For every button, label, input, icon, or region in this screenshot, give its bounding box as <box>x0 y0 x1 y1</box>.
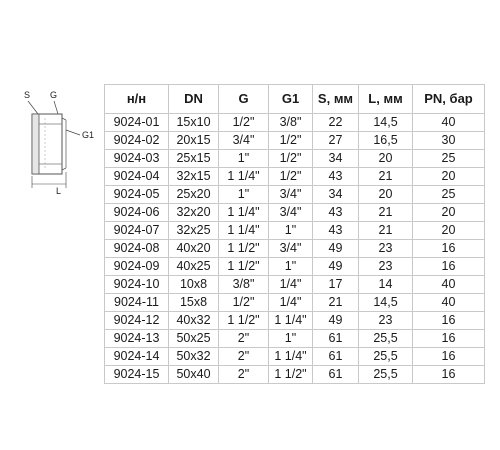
table-cell: 3/4" <box>219 132 269 150</box>
table-row <box>105 330 485 348</box>
table-cell: 16 <box>413 348 485 366</box>
table-cell: 1" <box>219 186 269 204</box>
table-cell: 1" <box>269 330 313 348</box>
table-cell: 9024-13 <box>105 330 169 348</box>
table-row <box>105 240 485 258</box>
table-cell: 25 <box>413 150 485 168</box>
table-cell: 25x15 <box>169 150 219 168</box>
table-cell: 1" <box>269 222 313 240</box>
leader-g1 <box>66 130 80 135</box>
table-cell: 14,5 <box>359 114 413 132</box>
table-cell: 16 <box>413 258 485 276</box>
table-cell: 61 <box>313 330 359 348</box>
table-cell: 40 <box>413 294 485 312</box>
table-cell: 1 1/4" <box>219 222 269 240</box>
table-cell: 16 <box>413 366 485 384</box>
table-cell: 1 1/4" <box>219 168 269 186</box>
table-cell: 40 <box>413 114 485 132</box>
table-cell: 21 <box>359 222 413 240</box>
table-cell: 1/2" <box>269 150 313 168</box>
table-cell: 40 <box>413 276 485 294</box>
table-cell: 9024-04 <box>105 168 169 186</box>
table-cell: 1/4" <box>269 294 313 312</box>
table-cell: 23 <box>359 258 413 276</box>
thread-chamfer-top <box>62 118 66 120</box>
table-cell: 1 1/2" <box>219 240 269 258</box>
table-cell: 30 <box>413 132 485 150</box>
table-cell: 20 <box>413 222 485 240</box>
spec-table <box>104 84 485 384</box>
hex-collar <box>32 114 39 174</box>
table-row <box>105 258 485 276</box>
table-row <box>105 150 485 168</box>
table-cell: 2" <box>219 366 269 384</box>
table-cell: 25,5 <box>359 366 413 384</box>
table-cell: 9024-06 <box>105 204 169 222</box>
table-cell: 50x25 <box>169 330 219 348</box>
table-cell: 1" <box>219 150 269 168</box>
table-cell: 15x8 <box>169 294 219 312</box>
table-cell: 1/2" <box>219 114 269 132</box>
header-row <box>105 85 485 114</box>
table-cell: 23 <box>359 312 413 330</box>
table-row <box>105 366 485 384</box>
table-cell: 1 1/2" <box>269 366 313 384</box>
spec-table-head <box>105 85 485 114</box>
label-s: S <box>24 90 31 100</box>
spec-table-body <box>105 114 485 384</box>
table-cell: 61 <box>313 348 359 366</box>
table-cell: 1 1/2" <box>219 258 269 276</box>
table-cell: 2" <box>219 348 269 366</box>
table-cell: 61 <box>313 366 359 384</box>
table-cell: 14,5 <box>359 294 413 312</box>
table-cell: 10x8 <box>169 276 219 294</box>
header-cell: L, мм <box>359 85 413 114</box>
table-cell: 1/2" <box>219 294 269 312</box>
table-cell: 9024-01 <box>105 114 169 132</box>
table-cell: 9024-02 <box>105 132 169 150</box>
table-cell: 43 <box>313 168 359 186</box>
table-cell: 9024-10 <box>105 276 169 294</box>
table-cell: 34 <box>313 186 359 204</box>
table-cell: 16 <box>413 312 485 330</box>
table-cell: 1 1/4" <box>269 312 313 330</box>
table-cell: 17 <box>313 276 359 294</box>
table-cell: 50x40 <box>169 366 219 384</box>
table-cell: 1 1/4" <box>219 204 269 222</box>
table-row <box>105 222 485 240</box>
table-cell: 49 <box>313 312 359 330</box>
table-cell: 34 <box>313 150 359 168</box>
table-cell: 40x32 <box>169 312 219 330</box>
table-cell: 15x10 <box>169 114 219 132</box>
table-row <box>105 348 485 366</box>
table-cell: 1 1/4" <box>269 348 313 366</box>
table-cell: 9024-12 <box>105 312 169 330</box>
table-cell: 27 <box>313 132 359 150</box>
table-cell: 21 <box>359 168 413 186</box>
table-cell: 9024-03 <box>105 150 169 168</box>
header-cell: G1 <box>269 85 313 114</box>
table-row <box>105 294 485 312</box>
table-cell: 14 <box>359 276 413 294</box>
table-cell: 25x20 <box>169 186 219 204</box>
table-cell: 21 <box>313 294 359 312</box>
thread-chamfer-bottom <box>62 168 66 170</box>
header-cell: н/н <box>105 85 169 114</box>
table-row <box>105 186 485 204</box>
table-cell: 9024-14 <box>105 348 169 366</box>
table-row <box>105 114 485 132</box>
table-cell: 3/4" <box>269 186 313 204</box>
table-cell: 20 <box>359 186 413 204</box>
table-cell: 1" <box>269 258 313 276</box>
table-cell: 23 <box>359 240 413 258</box>
table-cell: 20 <box>359 150 413 168</box>
header-cell: PN, бар <box>413 85 485 114</box>
table-cell: 40x20 <box>169 240 219 258</box>
header-cell: DN <box>169 85 219 114</box>
table-cell: 49 <box>313 240 359 258</box>
table-row <box>105 132 485 150</box>
fitting-drawing <box>18 84 104 214</box>
table-cell: 3/4" <box>269 204 313 222</box>
table-cell: 3/4" <box>269 240 313 258</box>
table-cell: 16 <box>413 330 485 348</box>
table-cell: 25,5 <box>359 348 413 366</box>
table-cell: 16 <box>413 240 485 258</box>
table-cell: 32x15 <box>169 168 219 186</box>
table-row <box>105 276 485 294</box>
header-cell: G <box>219 85 269 114</box>
label-g: G <box>50 90 58 100</box>
table-cell: 1/4" <box>269 276 313 294</box>
table-cell: 49 <box>313 258 359 276</box>
table-cell: 21 <box>359 204 413 222</box>
table-cell: 43 <box>313 204 359 222</box>
table-cell: 32x20 <box>169 204 219 222</box>
leader-s <box>28 101 38 114</box>
table-cell: 3/8" <box>269 114 313 132</box>
table-cell: 9024-05 <box>105 186 169 204</box>
table-cell: 25 <box>413 186 485 204</box>
table-cell: 50x32 <box>169 348 219 366</box>
table-row <box>105 204 485 222</box>
table-cell: 20 <box>413 204 485 222</box>
table-cell: 9024-15 <box>105 366 169 384</box>
table-cell: 16,5 <box>359 132 413 150</box>
table-cell: 9024-08 <box>105 240 169 258</box>
table-cell: 20x15 <box>169 132 219 150</box>
table-cell: 3/8" <box>219 276 269 294</box>
table-cell: 32x25 <box>169 222 219 240</box>
table-cell: 9024-09 <box>105 258 169 276</box>
table-cell: 25,5 <box>359 330 413 348</box>
table-cell: 1 1/2" <box>219 312 269 330</box>
table-cell: 1/2" <box>269 132 313 150</box>
header-cell: S, мм <box>313 85 359 114</box>
table-cell: 22 <box>313 114 359 132</box>
table-cell: 20 <box>413 168 485 186</box>
label-g1: G1 <box>82 130 95 140</box>
table-cell: 9024-07 <box>105 222 169 240</box>
table-row <box>105 168 485 186</box>
table-row <box>105 312 485 330</box>
table-cell: 2" <box>219 330 269 348</box>
table-cell: 43 <box>313 222 359 240</box>
table-cell: 40x25 <box>169 258 219 276</box>
fitting-drawing-svg <box>18 84 104 214</box>
table-cell: 9024-11 <box>105 294 169 312</box>
table-cell: 1/2" <box>269 168 313 186</box>
leader-g <box>54 101 58 114</box>
label-l: L <box>56 186 62 196</box>
